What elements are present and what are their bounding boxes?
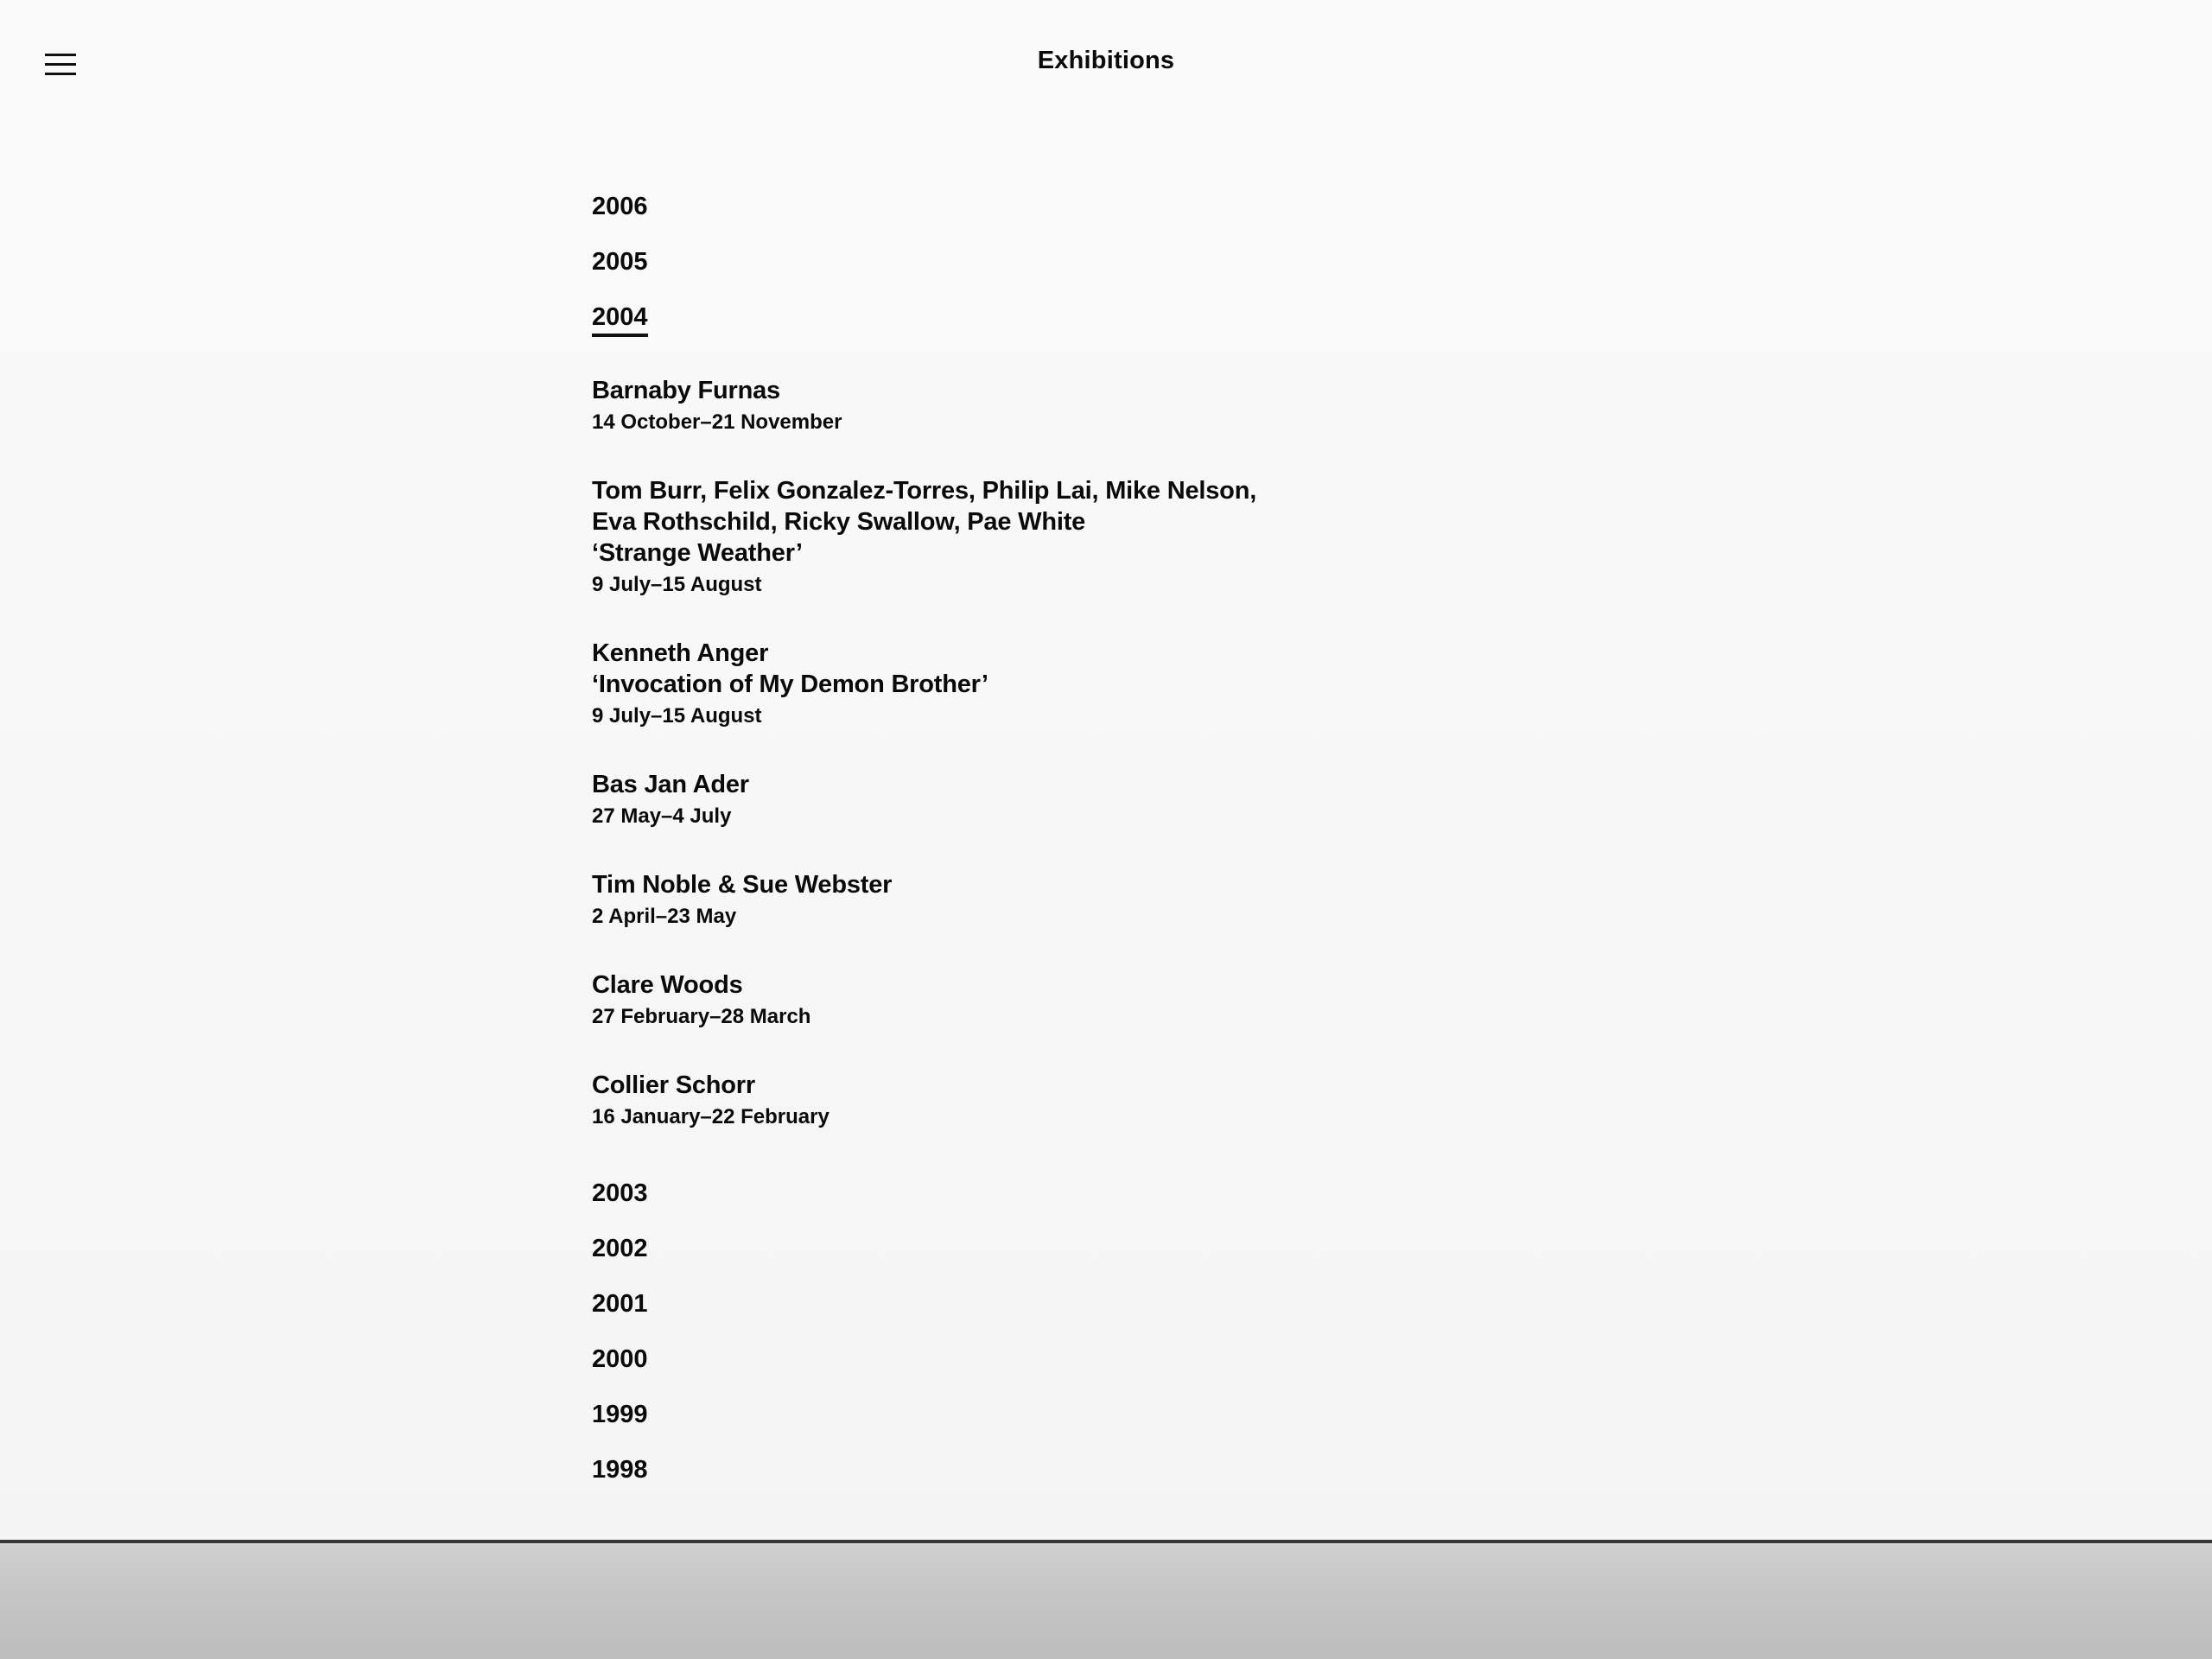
exhibition-item[interactable] xyxy=(592,969,1300,1030)
year-link[interactable]: 1998 xyxy=(592,1456,648,1484)
year-row xyxy=(592,1234,1300,1289)
exhibition-title: ‘Strange Weather’ xyxy=(592,539,803,567)
year-list-older xyxy=(592,1179,1300,1510)
exhibition-dates: 9 July–15 August xyxy=(592,704,762,728)
exhibition-item[interactable] xyxy=(592,475,1300,598)
year-row xyxy=(592,247,1300,302)
exhibition-artist: Tim Noble & Sue Webster xyxy=(592,871,893,899)
exhibition-item[interactable] xyxy=(592,638,1300,729)
year-row xyxy=(592,1455,1300,1510)
page-title: Exhibitions xyxy=(1037,47,1175,74)
exhibition-artist: Tom Burr, Felix Gonzalez-Torres, Philip Lai, Mike Nelson, Eva Rothschild, Ricky Swallow, Pae White xyxy=(592,477,1257,536)
exhibition-title: ‘Invocation of My Demon Brother’ xyxy=(592,671,988,698)
exhibitions-content xyxy=(592,192,1300,1510)
exhibition-artist: Bas Jan Ader xyxy=(592,771,749,798)
exhibition-item[interactable] xyxy=(592,375,1300,435)
exhibition-artist: Collier Schorr xyxy=(592,1071,755,1099)
exhibition-artist: Barnaby Furnas xyxy=(592,377,780,404)
year-link[interactable]: 2000 xyxy=(592,1345,648,1373)
floor-background xyxy=(0,1543,2212,1659)
year-link[interactable]: 2003 xyxy=(592,1179,648,1207)
year-row xyxy=(592,1179,1300,1234)
year-row xyxy=(592,1289,1300,1344)
exhibition-artist: Kenneth Anger xyxy=(592,639,769,667)
year-link[interactable]: 2005 xyxy=(592,248,648,276)
year-link-active[interactable]: 2004 xyxy=(592,302,648,337)
year-row-active xyxy=(592,302,1300,358)
year-list-newer xyxy=(592,192,1300,302)
exhibition-item[interactable] xyxy=(592,769,1300,830)
year-link[interactable]: 2002 xyxy=(592,1235,648,1262)
exhibition-item[interactable] xyxy=(592,1070,1300,1130)
exhibition-artist: Clare Woods xyxy=(592,971,743,999)
year-link[interactable]: 2001 xyxy=(592,1290,648,1318)
year-row xyxy=(592,1400,1300,1455)
exhibition-dates: 27 February–28 March xyxy=(592,1005,811,1028)
exhibition-dates: 2 April–23 May xyxy=(592,905,737,928)
year-link[interactable]: 2006 xyxy=(592,193,648,220)
exhibition-dates: 14 October–21 November xyxy=(592,410,842,434)
exhibition-dates: 9 July–15 August xyxy=(592,573,762,596)
year-row xyxy=(592,192,1300,247)
exhibition-item[interactable] xyxy=(592,869,1300,930)
exhibition-dates: 27 May–4 July xyxy=(592,804,732,828)
year-link[interactable]: 1999 xyxy=(592,1401,648,1428)
exhibition-list xyxy=(592,375,1300,1130)
year-row xyxy=(592,1344,1300,1400)
exhibition-dates: 16 January–22 February xyxy=(592,1105,830,1128)
